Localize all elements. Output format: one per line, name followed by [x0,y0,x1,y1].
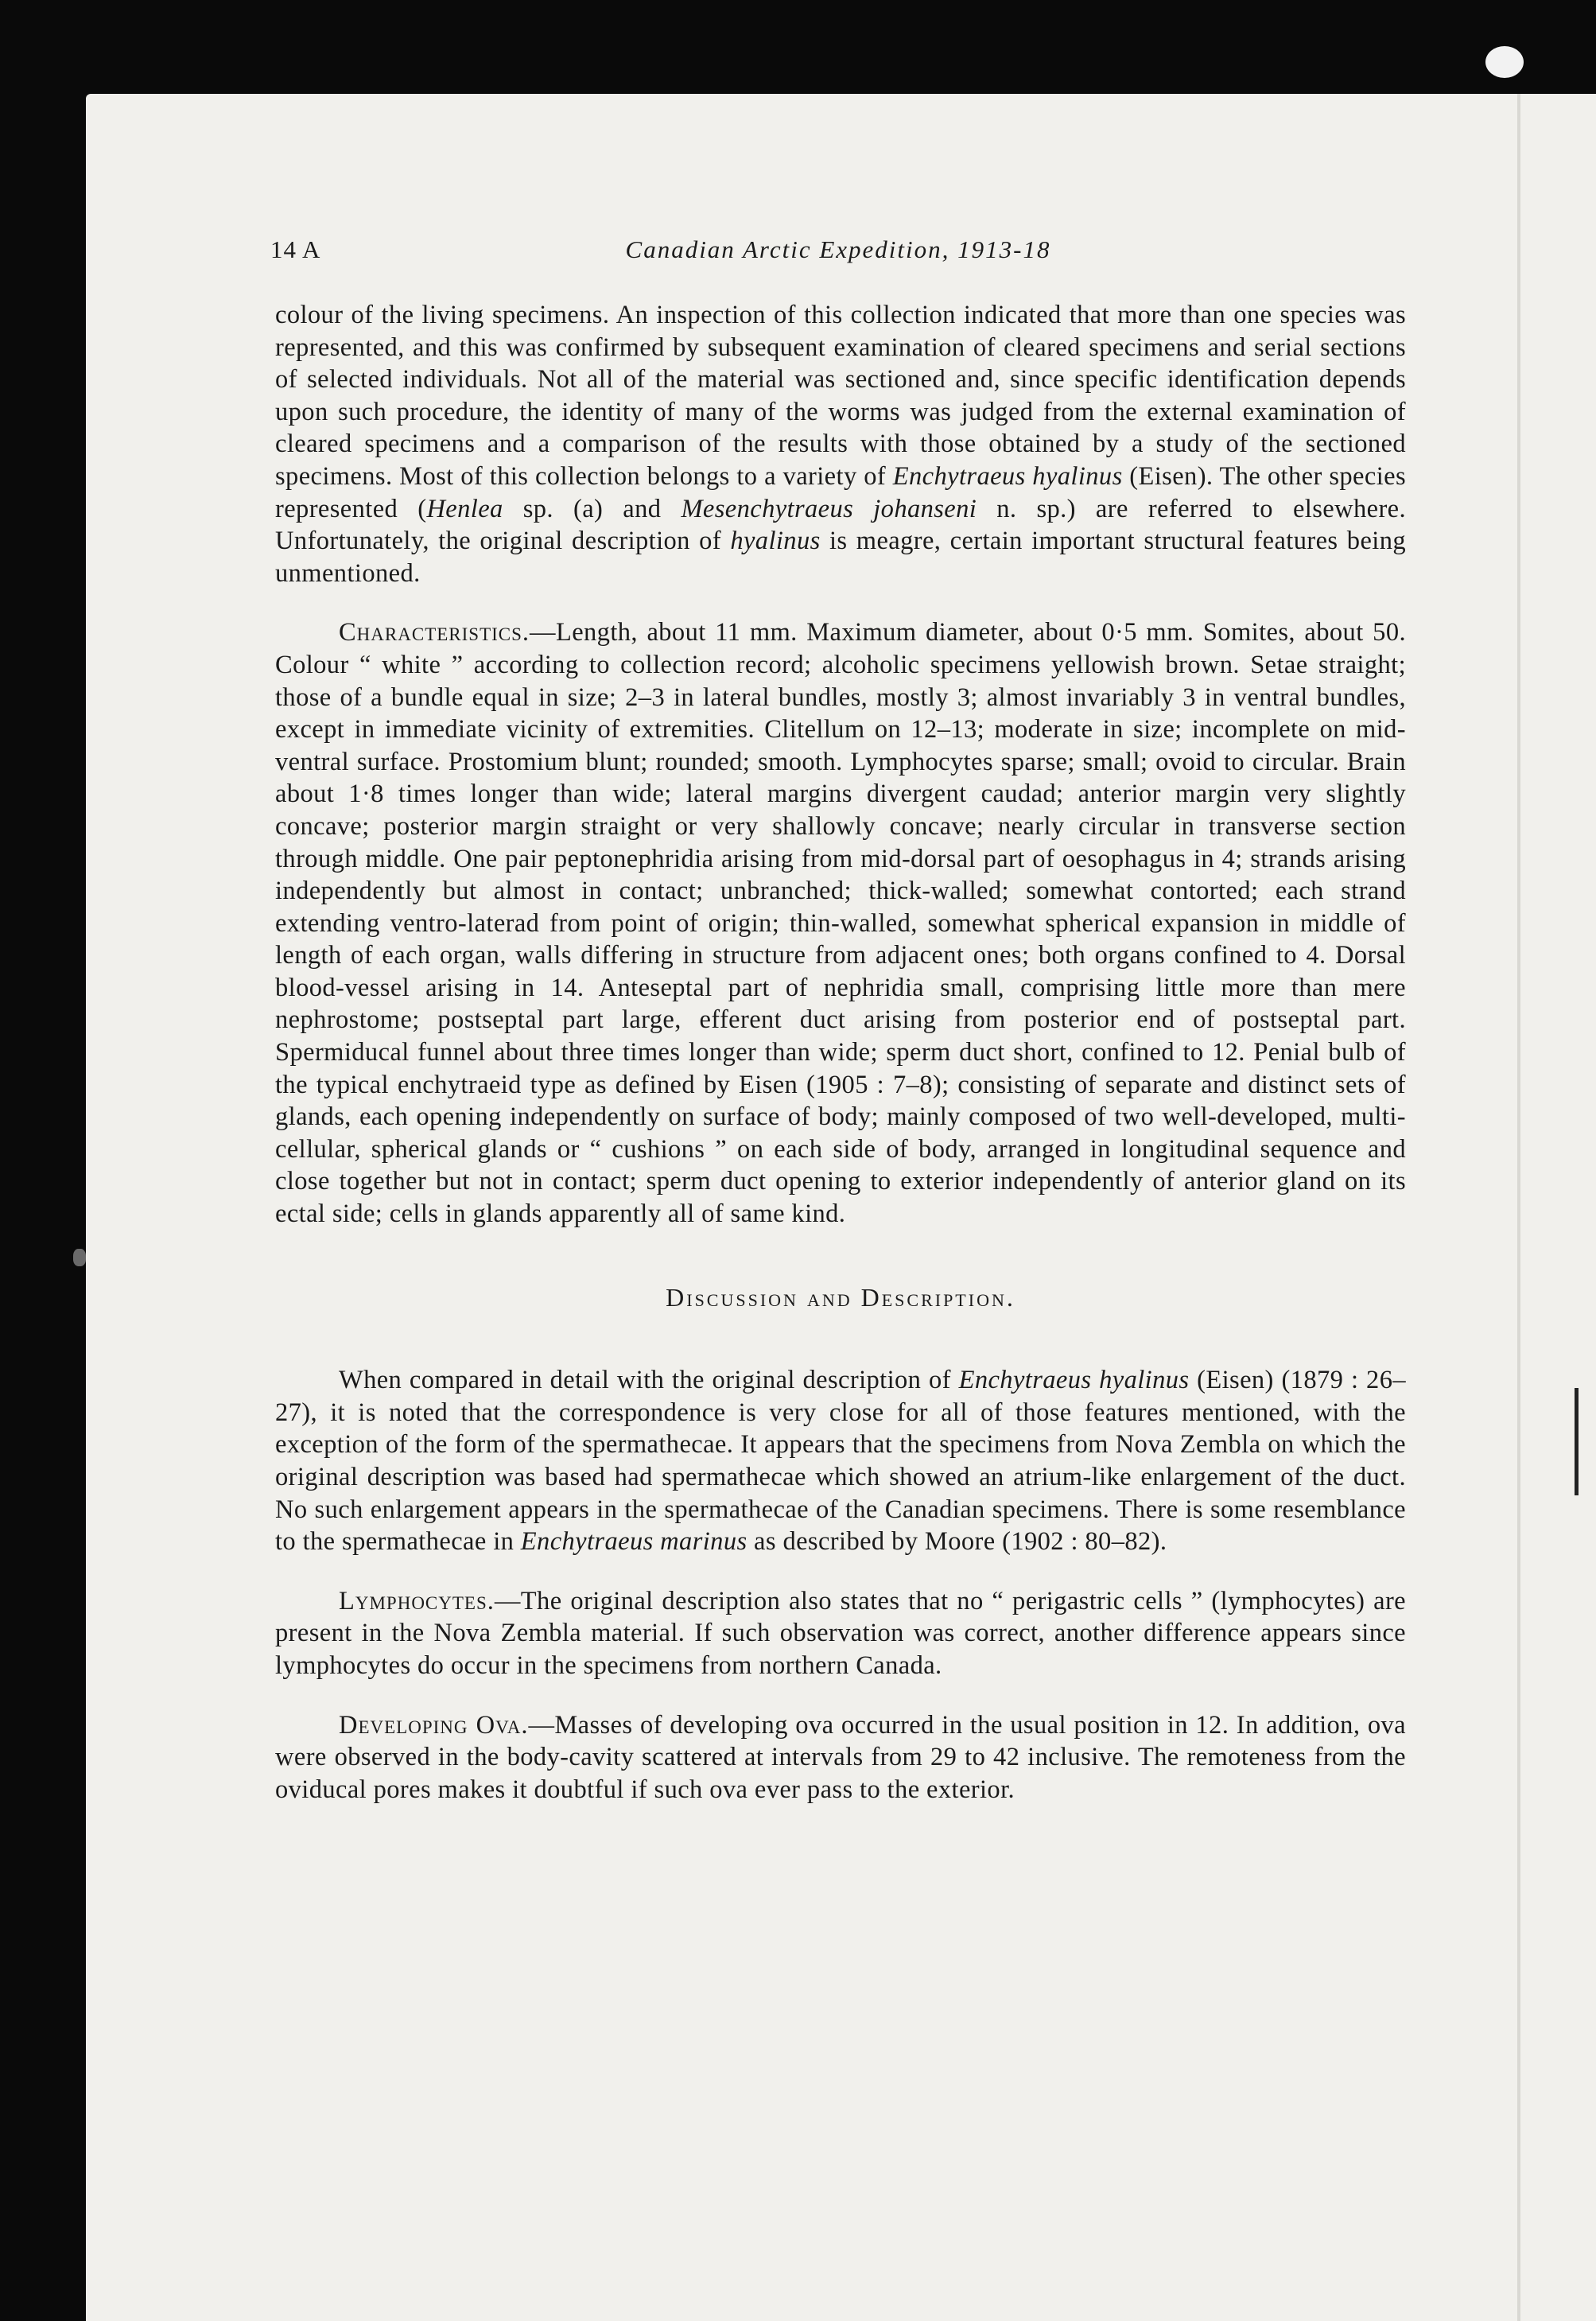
margin-mark [1575,1388,1579,1495]
run-in-heading: Developing Ova. [339,1710,529,1740]
run-in-heading: Characteristics. [339,618,530,647]
species-name: hyalinus [730,527,821,556]
section-heading: Discussion and Description. [666,1282,1015,1312]
paragraph-discussion: When compared in detail with the original description of Enchytraeus hyalinus (Eisen) (1879 : 26–27), it is noted that the correspondence is very close for all of those features mentioned, with the exception of the form of the spermathecae. It appears that the specimens from Nova Zembla on which the original description was based had spermathecae which showed an atrium-like enlargement of the duct. No such enlargement appears in the spermathecae of the Canadian specimens. There is some resemblance to the spermathecae in Enchytraeus marinus as described by Moore (1902 : 80–82). [275,1366,1407,1557]
body-text [275,299,1406,1806]
scan-blot [1485,46,1524,78]
paragraph-characteristics: Characteristics.—Length, about 11 mm. Maximum diameter, about 0·5 mm. Somites, about 50. Colour “ white ” according to collection record; alcoholic specimens yellowish brown. Setae straight; those of a bundle equal in size; 2–3 in lateral bundles, mostly 3; almost invariably 3 in ventral bundles, except in immediate vicinity of extremities. Clitellum on 12–13; moderate in size; incomplete on mid-ventral surface. Prostomium blunt; rounded; smooth. Lymphocytes sparse; small; ovoid to circular. Brain about 1·8 times longer than wide; lateral margins divergent caudad; anterior margin very slightly concave; posterior margin straight or very shallowly concave; nearly circular in transverse section through middle. One pair peptonephridia arising from mid-dorsal part of oesophagus in 4; strands arising independently but almost in contact; unbranched; thick-walled; somewhat contorted; each strand extending ventro-laterad from point of origin; thin-walled, somewhat spherical expansion in middle of length of each organ, walls differing in structure from adjacent ones; both organs confined to 4. Dorsal blood-vessel arising in 14. Anteseptal part of nephridia small, comprising little more than mere nephrostome; postseptal part large, efferent duct arising from posterior end of postseptal part. Spermiducal funnel about three times longer than wide; sperm duct short, confined to 12. Penial bulb of the typical enchytraeid type as defined by Eisen (1905 : 7–8); consisting of separate and distinct sets of glands, each opening independently on surface of body; mainly composed of two well-developed, multi-cellular, spherical glands or “ cushions ” on each side of body, arranged in longitudinal sequence and close together but not in contact; sperm duct opening to exterior independently of anterior gland on its ectal side; cells in glands apparently all of same kind. [275,618,1406,1229]
page-header [270,235,1406,267]
species-name: Enchytraeus marinus [520,1527,748,1557]
page-number: 14 A [270,235,321,263]
running-title: Canadian Arctic Expedition, 1913-18 [625,235,1051,263]
paragraph-intro: colour of the living specimens. An inspection of this collection indicated that more than one species was represented, and this was confirmed by subsequent examination of cleared specimens and serial sections of selected individuals. Not all of the material was sectioned and, since specific identification depends upon such procedure, the identity of many of the worms was judged from the external examination of cleared specimens and a comparison of the results with those obtained by a study of the sectioned specimens. Most of this collection belongs to a variety of Enchytraeus hyalinus (Eisen). The other species represented (Henlea sp. (a) and Mesenchytraeus johanseni n. sp.) are referred to elsewhere. Unfortunately, the original description of hyalinus is meagre, certain important structural features being unmentioned. [275,301,1407,588]
species-name: Mesenchytraeus johanseni [681,494,977,523]
species-name: Enchytraeus hyalinus [958,1366,1190,1395]
species-name: Enchytraeus hyalinus [892,461,1123,491]
run-in-heading: Lymphocytes. [339,1586,495,1615]
paragraph-developing-ova: Developing Ova.—Masses of developing ova occurred in the usual position in 12. In addition, ova were observed in the body-cavity scattered at intervals from 29 to 42 inclusive. The remoteness from the oviducal pores makes it doubtful if such ova ever pass to the exterior. [275,1710,1406,1804]
genus-name: Henlea [426,494,503,523]
scan-smudge [73,1249,86,1266]
page-edge [1517,94,1520,2321]
paragraph-lymphocytes: Lymphocytes.—The original description also states that no “ perigastric cells ” (lymphocytes) are present in the Nova Zembla material. If such observation was correct, another difference appears since lymphocytes do occur in the specimens from northern Canada. [275,1586,1406,1680]
